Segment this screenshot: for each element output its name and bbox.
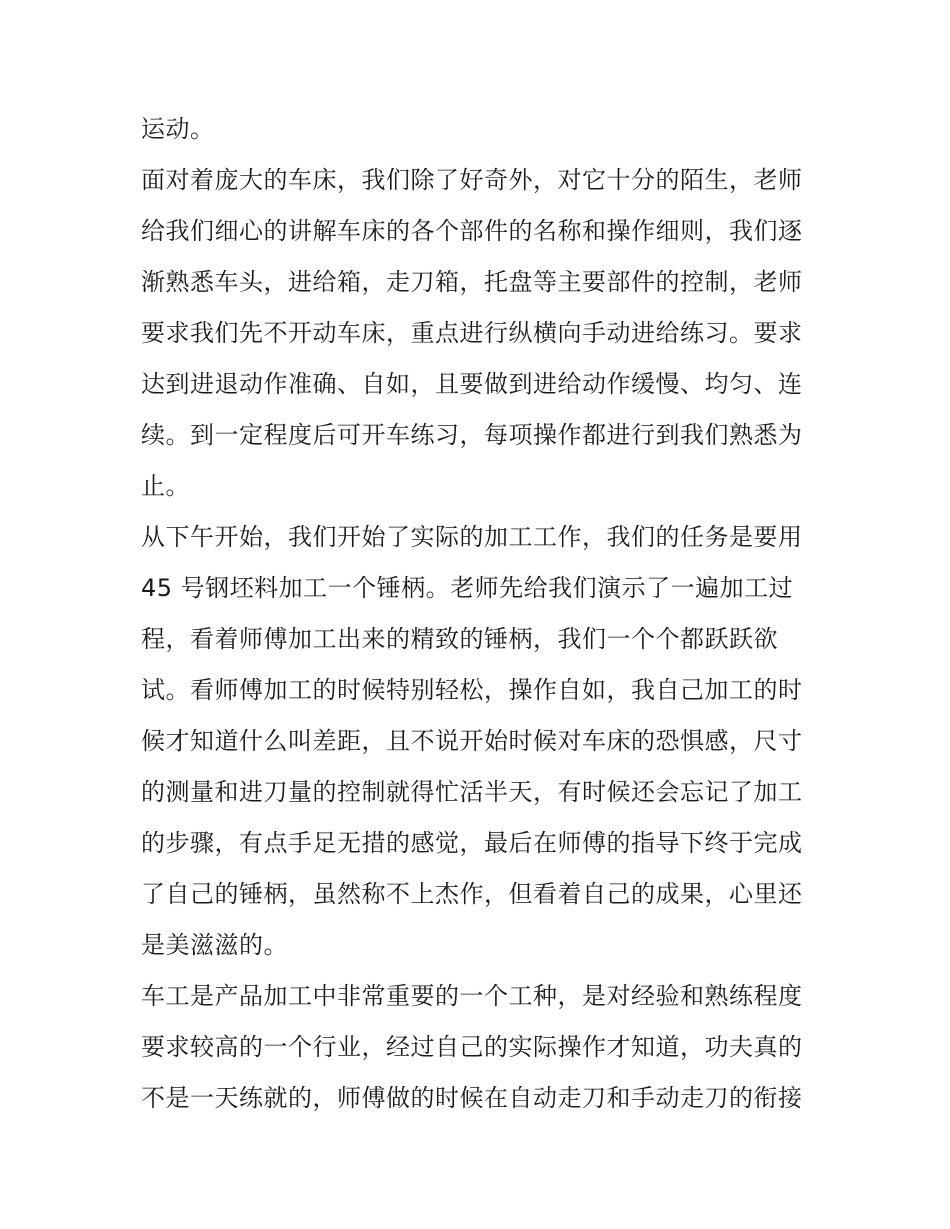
text-line: 是美滋滋的。 bbox=[141, 931, 288, 959]
text-line: 要求较高的一个行业，经过自己的实际操作才知道，功夫真的 bbox=[141, 1033, 803, 1061]
text-line: 渐熟悉车头，进给箱，走刀箱，托盘等主要部件的控制，老师 bbox=[141, 268, 803, 296]
text-line: 从下午开始，我们开始了实际的加工工作，我们的任务是要用 bbox=[141, 523, 803, 551]
text-line: 面对着庞大的车床，我们除了好奇外，对它十分的陌生，老师 bbox=[141, 166, 803, 194]
body-text bbox=[141, 104, 821, 1124]
text-line: 达到进退动作准确、自如，且要做到进给动作缓慢、均匀、连 bbox=[141, 370, 803, 398]
text-line: 程，看着师傅加工出来的精致的锤柄，我们一个个都跃跃欲 bbox=[141, 625, 778, 653]
text-line: 了自己的锤柄，虽然称不上杰作，但看着自己的成果，心里还 bbox=[141, 880, 803, 908]
text-line: 不是一天练就的，师傅做的时候在自动走刀和手动走刀的衔接 bbox=[141, 1084, 803, 1112]
text-line: 候才知道什么叫差距，且不说开始时候对车床的恐惧感，尺寸 bbox=[141, 727, 803, 755]
text-line: 止。 bbox=[141, 472, 190, 500]
text-line: 要求我们先不开动车床，重点进行纵横向手动进给练习。要求 bbox=[141, 319, 803, 347]
text-line: 的测量和进刀量的控制就得忙活半天，有时候还会忘记了加工 bbox=[141, 778, 803, 806]
text-line: 45 号钢坯料加工一个锤柄。老师先给我们演示了一遍加工过 bbox=[141, 574, 794, 602]
text-line: 车工是产品加工中非常重要的一个工种，是对经验和熟练程度 bbox=[141, 982, 803, 1010]
text-line: 的步骤，有点手足无措的感觉，最后在师傅的指导下终于完成 bbox=[141, 829, 803, 857]
text-line: 给我们细心的讲解车床的各个部件的名称和操作细则，我们逐 bbox=[141, 217, 803, 245]
text-line: 运动。 bbox=[141, 115, 215, 143]
text-line: 续。到一定程度后可开车练习，每项操作都进行到我们熟悉为 bbox=[141, 421, 803, 449]
text-line: 试。看师傅加工的时候特别轻松，操作自如，我自己加工的时 bbox=[141, 676, 803, 704]
